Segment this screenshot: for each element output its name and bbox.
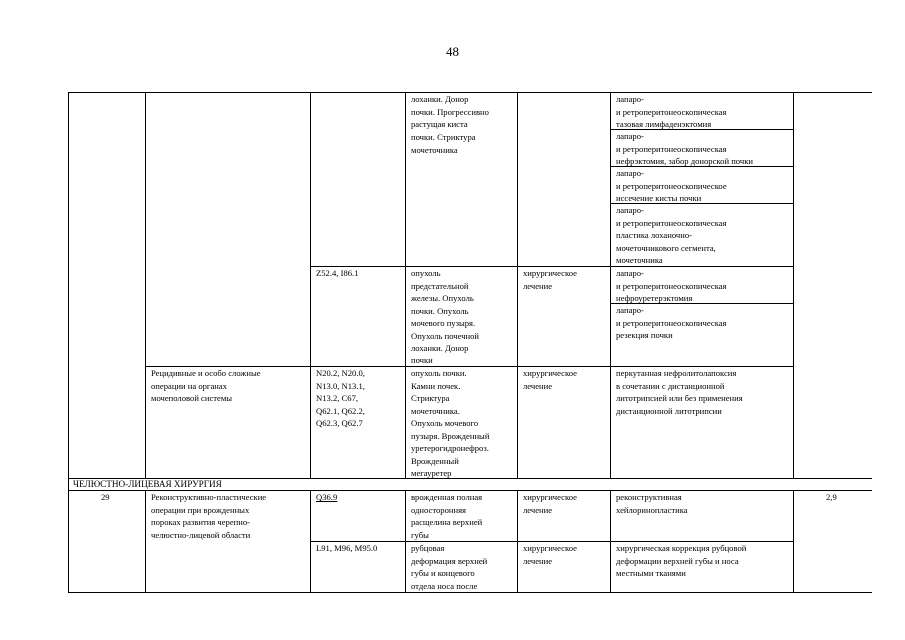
diagnosis-line: опухоль: [411, 268, 441, 278]
mkb-codes: N20.2, N20.0,: [316, 368, 365, 378]
treatment-line: лечение: [523, 281, 553, 291]
procedure-name-line: челюстно-лицевой области: [151, 530, 251, 540]
diagnosis-line: предстательной: [411, 281, 469, 291]
diagnosis-line: лоханки. Донор: [411, 343, 469, 353]
diagnosis-line: почки. Прогрессивно: [411, 107, 489, 117]
diagnosis-line: пузыря. Врожденный: [411, 431, 490, 441]
diagnosis-line: уретерогидронефроз.: [411, 443, 489, 453]
column-divider: [145, 92, 146, 478]
method-line: нефроуретерэктомия: [616, 293, 693, 303]
column-divider: [517, 92, 518, 478]
diagnosis-line: лоханки. Донор: [411, 94, 469, 104]
diagnosis-line: Стриктура: [411, 393, 450, 403]
section-title: ЧЕЛЮСТНО-ЛИЦЕВАЯ ХИРУРГИЯ: [73, 479, 222, 489]
method-line: реконструктивная: [616, 492, 682, 502]
method-line: лапаро-: [616, 205, 644, 215]
method-line: тазовая лимфаденэктомия: [616, 119, 712, 129]
diagnosis-line: почки. Опухоль: [411, 306, 469, 316]
method-line: хейлоринопластика: [616, 505, 688, 515]
diagnosis-line: мочеточника: [411, 145, 458, 155]
method-line: мочеточника: [616, 255, 663, 265]
cost-value: 2,9: [826, 492, 837, 502]
treatment-line: лечение: [523, 381, 553, 391]
column-divider: [793, 490, 794, 592]
diagnosis-line: растущая киста: [411, 119, 468, 129]
method-line: мочеточникового сегмента,: [616, 243, 716, 253]
method-line: нефрэктомия, забор донорской почки: [616, 156, 753, 166]
mkb-codes: N13.2, C67,: [316, 393, 359, 403]
method-line: лапаро-: [616, 305, 644, 315]
diagnosis-line: губы и концевого: [411, 568, 475, 578]
method-line: и ретроперитонеоскопическая: [616, 281, 727, 291]
treatment-line: лечение: [523, 505, 553, 515]
table-border-left: [68, 92, 69, 592]
diagnosis-line: рубцовая: [411, 543, 445, 553]
method-line: и ретроперитонеоскопическая: [616, 144, 727, 154]
diagnosis-line: односторонняя: [411, 505, 466, 515]
procedure-name-line: мочеполовой системы: [151, 393, 233, 403]
method-line: лапаро-: [616, 268, 644, 278]
method-line: литотрипсией или без применения: [616, 393, 743, 403]
column-divider: [145, 490, 146, 592]
method-line: хирургическая коррекция рубцовой: [616, 543, 747, 553]
diagnosis-line: мочевого пузыря.: [411, 318, 476, 328]
mkb-codes: N13.0, N13.1,: [316, 381, 365, 391]
mkb-codes: Q62.3, Q62.7: [316, 418, 363, 428]
diagnosis-line: Опухоль мочевого: [411, 418, 479, 428]
column-divider: [310, 92, 311, 478]
mkb-codes: L91, M96, M95.0: [316, 543, 378, 553]
diagnosis-line: почки. Стриктура: [411, 132, 476, 142]
method-line: местными тканями: [616, 568, 686, 578]
treatment-line: хирургическое: [523, 268, 577, 278]
column-divider: [793, 92, 794, 478]
row-number: 29: [101, 492, 110, 502]
method-line: иссечение кисты почки: [616, 193, 702, 203]
mkb-code-link[interactable]: Q36.9: [316, 492, 338, 502]
table-border-top: [68, 92, 872, 93]
method-line: и ретроперитонеоскопическая: [616, 318, 727, 328]
diagnosis-line: отдела носа после: [411, 581, 478, 591]
mkb-codes: Q62.1, Q62.2,: [316, 406, 365, 416]
treatment-line: хирургическое: [523, 543, 577, 553]
method-line: и ретроперитонеоскопическая: [616, 218, 727, 228]
treatment-line: хирургическое: [523, 368, 577, 378]
diagnosis-line: Опухоль почечной: [411, 331, 480, 341]
procedure-name-line: пороках развития черепно-: [151, 517, 251, 527]
method-line: и ретроперитонеоскопическое: [616, 181, 727, 191]
diagnosis-line: Камни почек.: [411, 381, 461, 391]
diagnosis-line: врожденная полная: [411, 492, 483, 502]
mkb-codes: Z52.4, I86.1: [316, 268, 359, 278]
procedure-name-line: Рецидивные и особо сложные: [151, 368, 261, 378]
column-divider: [405, 92, 406, 478]
diagnosis-line: Врожденный: [411, 456, 459, 466]
method-line: лапаро-: [616, 94, 644, 104]
method-line: деформации верхней губы и носа: [616, 556, 739, 566]
method-line: пластика лоханочно-: [616, 230, 693, 240]
diagnosis-line: расщелина верхней: [411, 517, 483, 527]
diagnosis-line: почки: [411, 355, 433, 365]
procedure-name-line: операции при врожденных: [151, 505, 250, 515]
procedure-name-line: операции на органах: [151, 381, 227, 391]
diagnosis-line: опухоль почки.: [411, 368, 467, 378]
procedure-name-line: Реконструктивно-пластические: [151, 492, 267, 502]
diagnosis-line: мочеточника.: [411, 406, 460, 416]
diagnosis-line: деформация верхней: [411, 556, 488, 566]
column-divider: [610, 92, 611, 478]
diagnosis-line: губы: [411, 530, 429, 540]
treatment-line: хирургическое: [523, 492, 577, 502]
treatment-line: лечение: [523, 556, 553, 566]
method-line: в сочетании с дистанционной: [616, 381, 725, 391]
diagnosis-line: мегауретер: [411, 468, 452, 478]
method-line: лапаро-: [616, 131, 644, 141]
diagnosis-line: железы. Опухоль: [411, 293, 474, 303]
page-number: 48: [446, 44, 459, 59]
method-line: резекция почки: [616, 330, 673, 340]
method-line: и ретроперитонеоскопическая: [616, 107, 727, 117]
method-line: перкутанная нефролитолапоксия: [616, 368, 737, 378]
method-line: дистанционной литотрипсии: [616, 406, 722, 416]
method-line: лапаро-: [616, 168, 644, 178]
